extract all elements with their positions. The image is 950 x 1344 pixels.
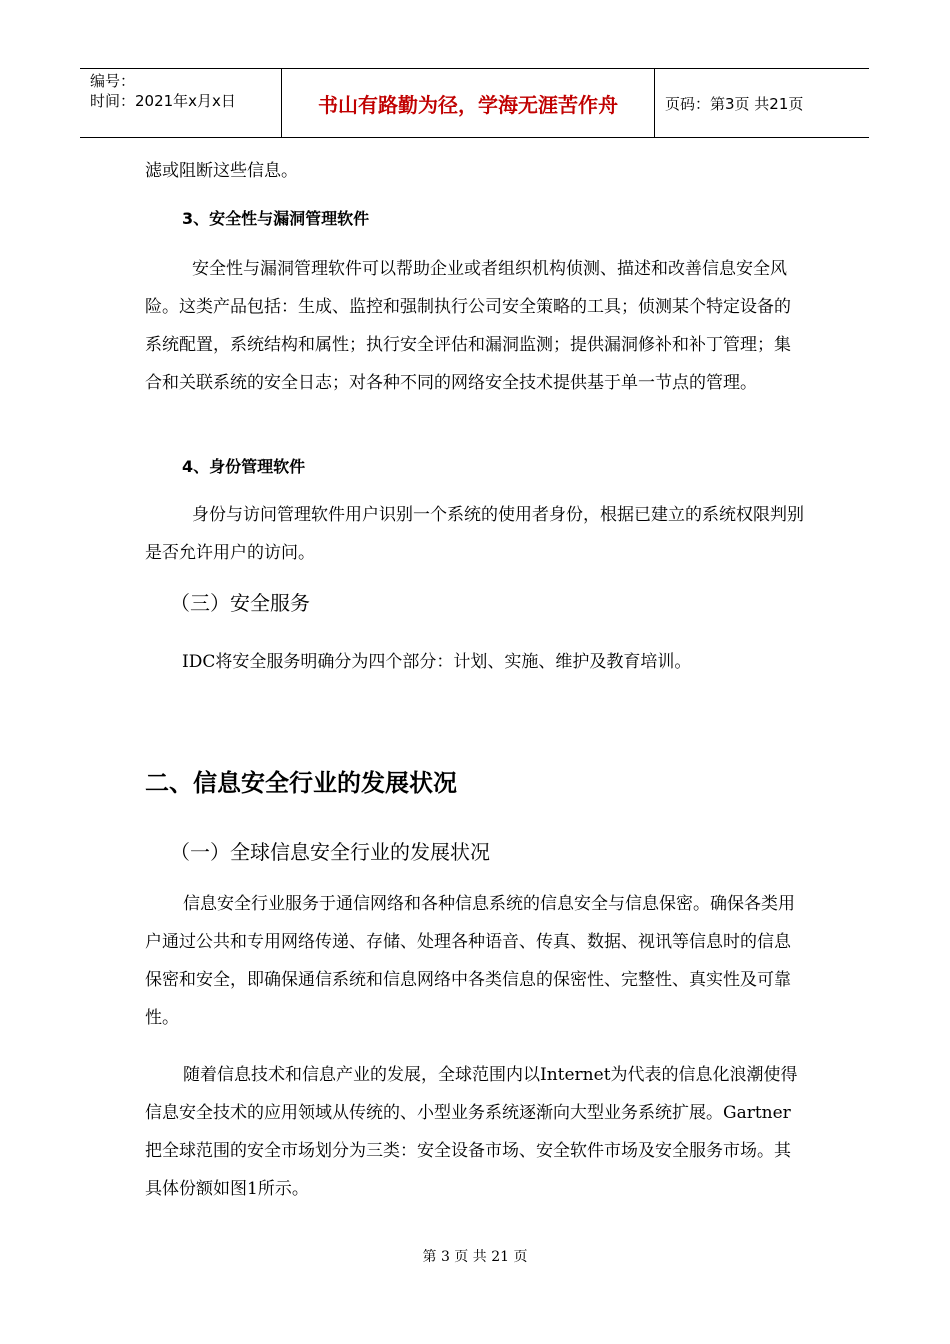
paragraph-continued [145, 152, 805, 190]
chapter-heading: 二、信息安全行业的发展状况 [145, 769, 457, 797]
paragraph-text: 安全性与漏洞管理软件可以帮助企业或者组织机构侦测、描述和改善信息安全风险。这类产品包括：生成、监控和强制执行公司安全策略的工具；侦测某个特定设备的系统配置，系统结构和属性；执行安全评估和漏洞监测；提供漏洞修补和补丁管理；集合和关联系统的安全日志；对各种不同的网络安全技术提供基于单一节点的管理。 [145, 259, 791, 393]
subheading-security-vuln: 3、安全性与漏洞管理软件 [182, 209, 370, 228]
section-heading-global: （一）全球信息安全行业的发展状况 [170, 840, 490, 864]
header-meta-cell [80, 69, 282, 137]
subheading-identity: 4、身份管理软件 [182, 457, 306, 476]
paragraph-text: 信息安全行业服务于通信网络和各种信息系统的信息安全与信息保密。确保各类用户通过公共和专用网络传递、存储、处理各种语音、传真、数据、视讯等信息时的信息保密和安全，即确保通信系统和信息网络中各类信息的保密性、完整性、真实性及可靠性。 [145, 894, 795, 1028]
paragraph-text: 身份与访问管理软件用户识别一个系统的使用者身份，根据已建立的系统权限判别是否允许用户的访问。 [145, 505, 804, 563]
paragraph-text: 随着信息技术和信息产业的发展，全球范围内以Internet为代表的信息化浪潮使得信息安全技术的应用领域从传统的、小型业务系统逐渐向大型业务系统扩展。Gartner把全球范围的安全市场划分为三类：安全设备市场、安全软件市场及安全服务市场。其具体份额如图1所示。 [145, 1065, 798, 1199]
paragraph-global-1 [145, 885, 805, 1037]
header-table [80, 68, 869, 138]
section-heading-security-services: （三）安全服务 [170, 591, 310, 615]
paragraph-text: 滤或阻断这些信息。 [145, 161, 298, 181]
header-motto: 书山有路勤为径，学海无涯苦作舟 [282, 69, 655, 137]
paragraph-text: IDC将安全服务明确分为四个部分：计划、实施、维护及教育培训。 [182, 652, 692, 672]
page-footer: 第 3 页 共 21 页 [422, 1249, 528, 1265]
header-page-info: 页码：第3页 共21页 [665, 94, 804, 113]
document-number-label: 编号： [90, 72, 136, 90]
document-date-label: 时间：2021年x月x日 [90, 92, 236, 110]
paragraph-security-vuln [145, 250, 805, 402]
paragraph-identity [145, 496, 805, 572]
paragraph-global-2 [145, 1056, 805, 1208]
paragraph-security-services [182, 643, 842, 681]
